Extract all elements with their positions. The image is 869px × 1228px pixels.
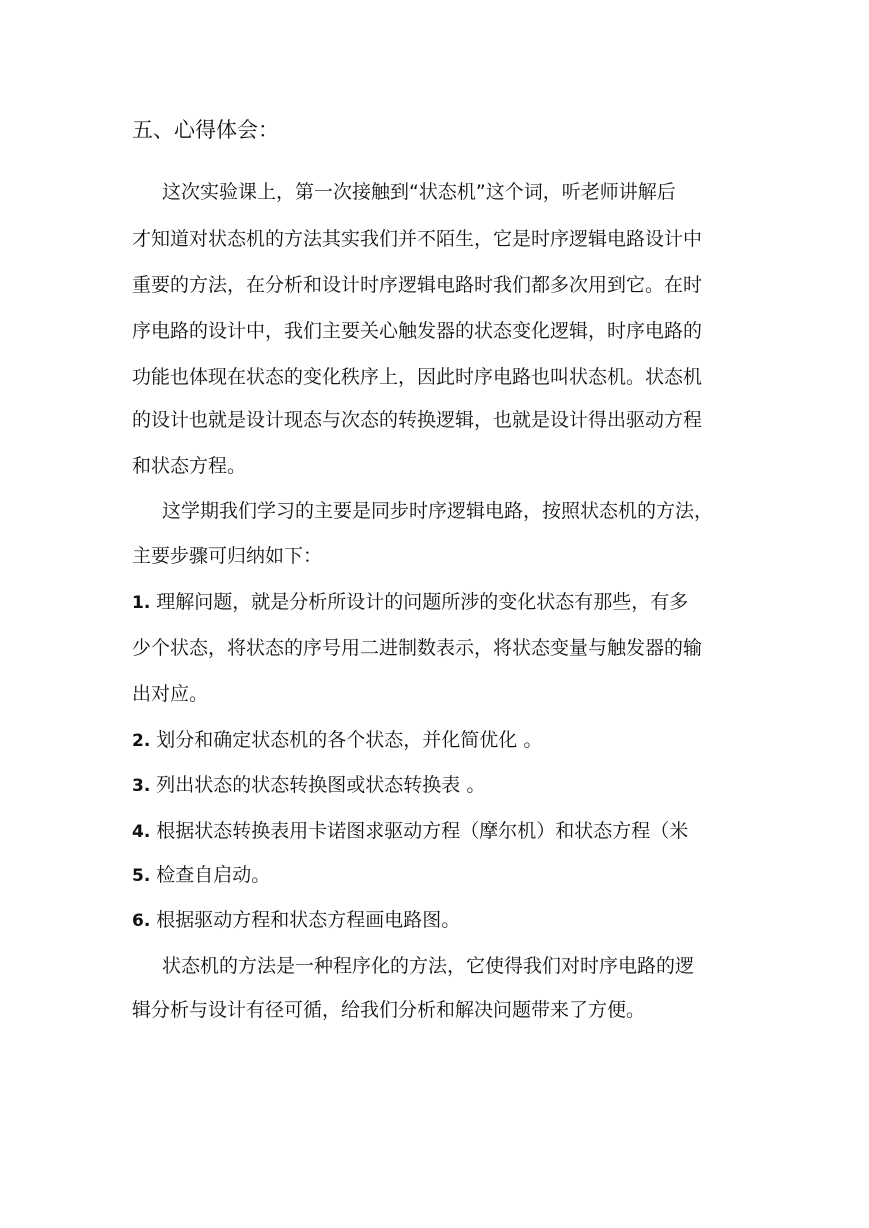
step-text: 根据驱动方程和状态方程画电路图。 [156,909,461,931]
step-number: 3. [132,776,151,796]
step-item-1-continued: 出对应。 [132,683,209,705]
section-heading: 五、心得体会： [132,118,279,142]
step-number: 2. [132,731,151,751]
step-number: 4. [132,822,151,842]
paragraph1-line: 功能也体现在状态的变化秩序上，因此时序电路也叫状态机。状态机 [132,366,703,388]
step-item-4 [132,817,688,846]
step-number: 6. [132,911,151,931]
step-item-1 [132,588,688,617]
paragraph1-line: 的设计也就是设计现态与次态的转换逻辑，也就是设计得出驱动方程 [132,409,703,431]
step-item-3 [132,771,485,800]
step-number: 5. [132,866,151,886]
step-number: 1. [132,593,151,613]
step-item-6 [132,906,460,935]
paragraph1-line: 和状态方程。 [132,455,247,477]
step-item-5 [132,861,270,890]
paragraph2-line: 这学期我们学习的主要是同步时序逻辑电路，按照状态机的方法， [162,500,714,522]
step-text: 划分和确定状态机的各个状态，并化简优化 。 [156,729,543,751]
step-text: 列出状态的状态转换图或状态转换表 。 [156,774,486,796]
paragraph1-line: 序电路的设计中，我们主要关心触发器的状态变化逻辑，时序电路的 [132,320,703,342]
paragraph1-line: 重要的方法，在分析和设计时序逻辑电路时我们都多次用到它。在时 [132,274,703,296]
step-text: 根据状态转换表用卡诺图求驱动方程（摩尔机）和状态方程（米 [156,820,689,842]
paragraph2-line: 主要步骤可归纳如下： [132,545,323,567]
step-text: 理解问题，就是分析所设计的问题所涉的变化状态有那些，有多 [156,591,689,613]
paragraph1-line: 才知道对状态机的方法其实我们并不陌生，它是时序逻辑电路设计中 [132,228,703,250]
step-item-2 [132,726,542,755]
paragraph3-line: 状态机的方法是一种程序化的方法，它使得我们对时序电路的逻 [162,955,695,977]
step-item-1-continued: 少个状态，将状态的序号用二进制数表示，将状态变量与触发器的输 [132,637,703,659]
step-text: 检查自启动。 [156,864,271,886]
paragraph1-line: 这次实验课上，第一次接触到“状态机”这个词，听老师讲解后 [162,181,676,203]
paragraph3-line: 辑分析与设计有径可循，给我们分析和解决问题带来了方便。 [132,999,646,1021]
